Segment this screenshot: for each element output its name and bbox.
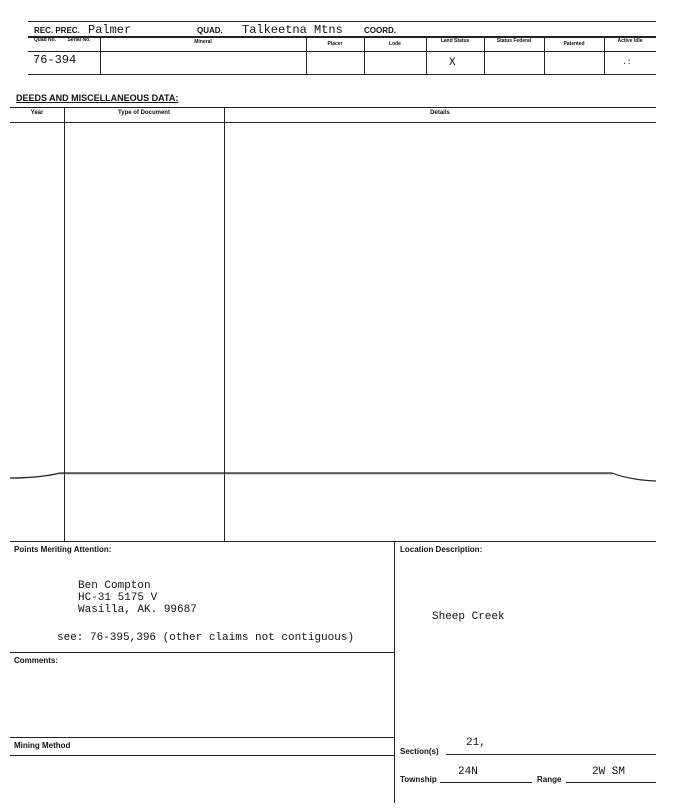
column-header-rule [28, 51, 656, 52]
location-value: Sheep Creek [432, 611, 505, 623]
col-status-federal: Status Federal [496, 38, 532, 44]
comments-rule [10, 652, 394, 653]
location-label: Location Description: [400, 545, 483, 554]
range-underline [566, 782, 656, 783]
col-divider [364, 36, 365, 74]
deeds-title: DEEDS AND MISCELLANEOUS DATA: [16, 93, 179, 103]
address-line: Wasilla, AK. 99687 [78, 604, 197, 616]
mining-method-label: Mining Method [14, 741, 71, 750]
page-fold-line [0, 466, 678, 488]
col-divider [484, 36, 485, 74]
points-label: Points Meriting Attention: [14, 545, 112, 554]
quad-value: Talkeetna Mtns [242, 23, 343, 37]
col-lode: Lode [389, 41, 401, 47]
header-rule [28, 36, 656, 38]
deeds-col-details: Details [430, 110, 450, 116]
rec-prec-label: REC. PREC. [34, 26, 80, 35]
col-serial-no: Serial No. [67, 37, 91, 43]
deeds-top-rule [10, 107, 656, 108]
col-quad-no: Quad No. [33, 37, 57, 43]
range-value: 2W SM [592, 766, 626, 778]
rec-prec-value: Palmer [88, 23, 132, 37]
col-divider [426, 36, 427, 74]
top-rule [28, 21, 656, 22]
township-underline [440, 782, 532, 783]
section-value: 21, [466, 737, 486, 749]
mining-method-rule [10, 737, 394, 738]
section-label: Section(s) [400, 747, 439, 756]
deeds-header-rule [10, 122, 656, 123]
address-line: Ben Compton [78, 580, 151, 592]
col-divider [604, 36, 605, 74]
address-line: HC-31 5175 V [78, 592, 158, 604]
range-label: Range [537, 775, 562, 784]
deeds-col-type: Type of Document [118, 110, 170, 116]
deeds-col-year: Year [30, 110, 44, 116]
coord-label: COORD. [364, 26, 396, 35]
mining-method-bottom-rule [10, 755, 394, 756]
land-status-mark: X [449, 57, 456, 69]
active-idle-mark: .: [622, 58, 632, 67]
lower-top-rule [10, 541, 656, 542]
col-divider [100, 36, 101, 74]
col-placer: Placer [327, 41, 343, 47]
comments-label: Comments: [14, 656, 59, 665]
col-land-status: Land Status [440, 38, 470, 44]
record-rule [28, 74, 656, 75]
township-value: 24N [458, 766, 478, 778]
col-divider [306, 36, 307, 74]
col-mineral: Mineral [194, 39, 212, 45]
col-patented: Patented [563, 41, 585, 47]
section-underline [446, 754, 656, 755]
township-label: Township [400, 775, 437, 784]
points-address [78, 580, 197, 616]
points-see-note: see: 76-395,396 (other claims not contiguous) [57, 632, 355, 644]
col-active-idle: Active Idle [617, 38, 643, 44]
quad-label: QUAD. [197, 26, 223, 35]
col-divider [544, 36, 545, 74]
lower-center-divider [394, 541, 395, 803]
quad-no-value: 76-394 [33, 53, 77, 67]
